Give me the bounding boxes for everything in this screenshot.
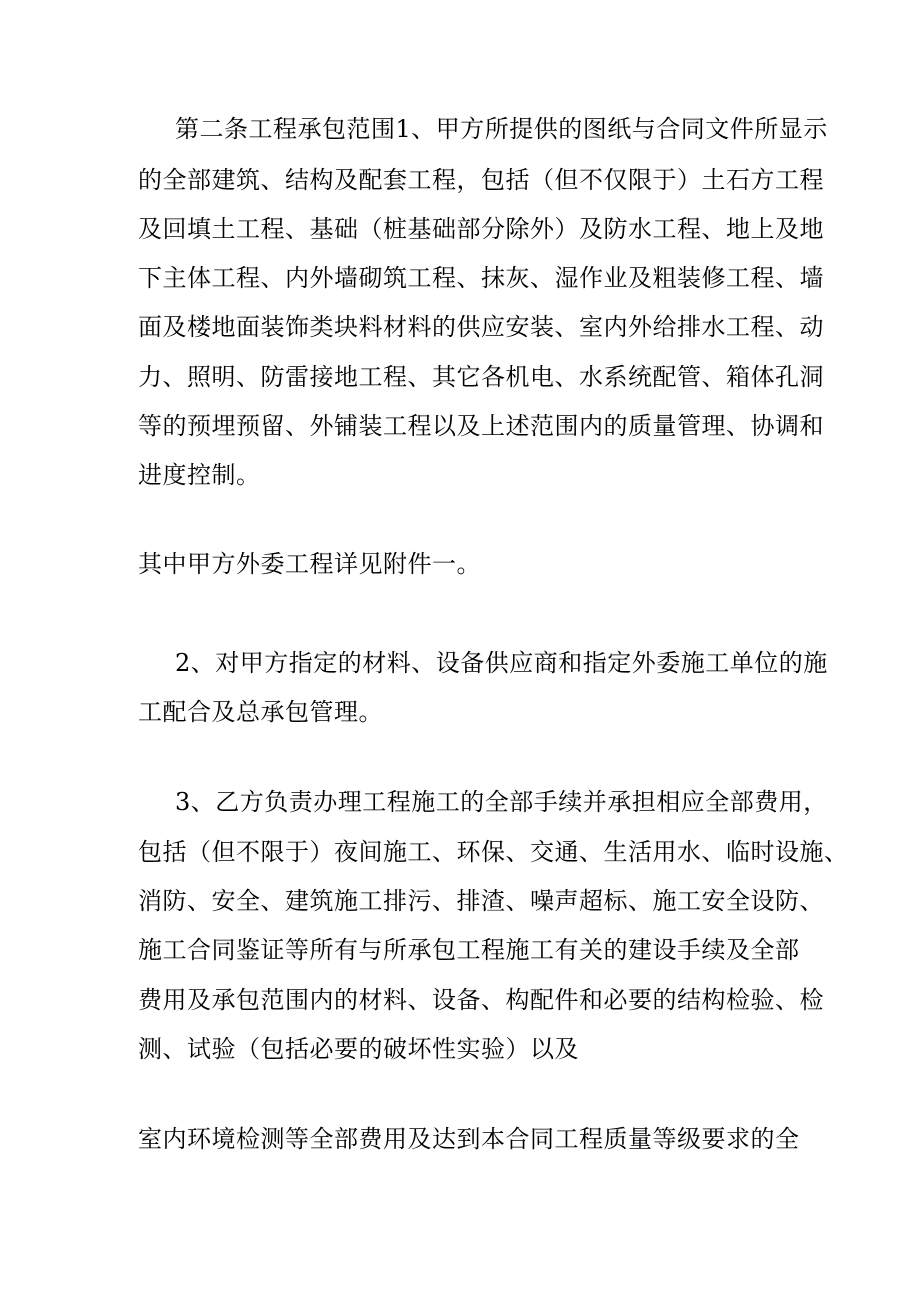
text-line: 工配合及总承包管理。 [138,698,383,726]
text-line: 面及楼地面装饰类块料材料的供应安装、室内外给排水工程、动 [138,313,824,341]
text-line: 其中甲方外委工程详见附件一。 [138,550,481,578]
text-line: 3、乙方负责办理工程施工的全部手续并承担相应全部费用， [175,788,828,816]
text-line: 室内环境检测等全部费用及达到本合同工程质量等级要求的全 [138,1125,800,1153]
text-line: 的全部建筑、结构及配套工程，包括（但不仅限于）土石方工程 [138,166,824,194]
text-line: 包括（但不限于）夜间施工、环保、交通、生活用水、临时设施、 [138,838,849,866]
text-line: 2、对甲方指定的材料、设备供应商和指定外委施工单位的施 [175,649,828,677]
text-line: 施工合同鉴证等所有与所承包工程施工有关的建设手续及全部 [138,936,800,964]
text-line: 下主体工程、内外墙砌筑工程、抹灰、湿作业及粗装修工程、墙 [138,264,824,292]
text-line: 第二条工程承包范围1、甲方所提供的图纸与合同文件所显示 [175,115,828,143]
text-line: 及回填土工程、基础（桩基础部分除外）及防水工程、地上及地 [138,215,824,243]
text-line: 费用及承包范围内的材料、设备、构配件和必要的结构检验、检 [138,986,824,1014]
text-line: 力、照明、防雷接地工程、其它各机电、水系统配管、箱体孔洞 [138,363,824,391]
text-line: 进度控制。 [138,461,261,489]
text-line: 测、试验（包括必要的破坏性实验）以及 [138,1035,579,1063]
text-line: 消防、安全、建筑施工排污、排渣、噪声超标、施工安全设防、 [138,887,824,915]
text-line: 等的预埋预留、外铺装工程以及上述范围内的质量管理、协调和 [138,412,824,440]
